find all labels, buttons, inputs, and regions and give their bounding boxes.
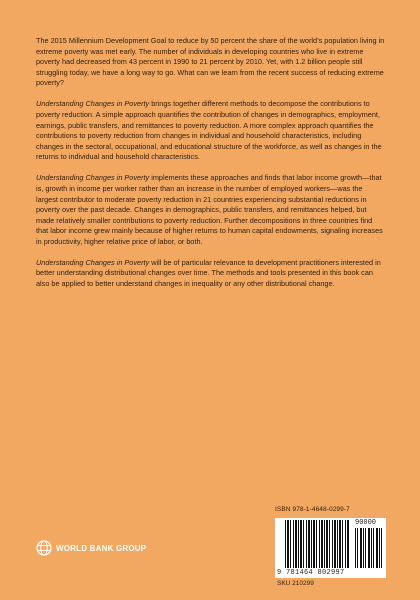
paragraph-1: The 2015 Millennium Development Goal to reduce by 50 percent the share of the world’s population living in extreme poverty was met early. The number of individuals in developing countries who live in extreme poverty had decreased from 43 percent in 1990 to 21 percent by 2010. Yet, with 1.2 billion people still struggling today, we have a long way to go. What can we learn from the recent success of reducing extreme poverty? [36,36,385,88]
book-title-italic: Understanding Changes in Poverty [36,257,150,267]
barcode-addon-number: 90000 [355,519,377,527]
barcode-area [275,506,387,588]
paragraph-2: Understanding Changes in Poverty brings together different methods to decompose the contributions to poverty reduction. A simple approach quantifies the contribution of changes in demographics, employment, earnings, public transfers, and remittances to poverty reduction. A more complex approach quantifies the contributions to poverty reduction from changes in individual and household characteristics, including changes in the sectoral, occupational, and educational structure of the workforce, as well as changes in the returns to individual and household characteristics. [36,99,382,162]
world-bank-group-logo [36,540,146,556]
barcode [275,518,386,578]
barcode-bars [285,520,349,568]
paragraph-4: Understanding Changes in Poverty will be of particular relevance to development practitioners interested in better understanding distributional changes over time. The methods and tools presented in this book can also be applied to better understand changes in inequality or any other distributional change. [36,257,381,289]
back-cover-text [36,36,386,300]
isbn-label: ISBN 978-1-4648-0299-7 [275,506,350,513]
logo-text: WORLD BANK GROUP [56,543,147,553]
barcode-number: 9 781464 802997 [277,569,345,577]
paragraph-3: Understanding Changes in Poverty implements these approaches and finds that labor income growth—that is, growth in income per worker rather than an increase in the number of employed workers—was the largest contributor to moderate poverty reduction in 21 countries experiencing substantial reductions in poverty over the past decade. Changes in demographics, public transfers, and remittances helped, but made relatively smaller contributions to poverty reduction. Further decompositions in three countries find that labor income grew mainly because of higher returns to human capital endowments, signaling increases in productivity, higher relative price of labor, or both. [36,173,383,246]
barcode-addon-bars [355,528,383,568]
book-title-italic: Understanding Changes in Poverty [36,173,150,183]
globe-icon [36,540,52,556]
book-title-italic: Understanding Changes in Poverty [36,99,150,109]
sku-label: SKU 210299 [277,580,314,587]
